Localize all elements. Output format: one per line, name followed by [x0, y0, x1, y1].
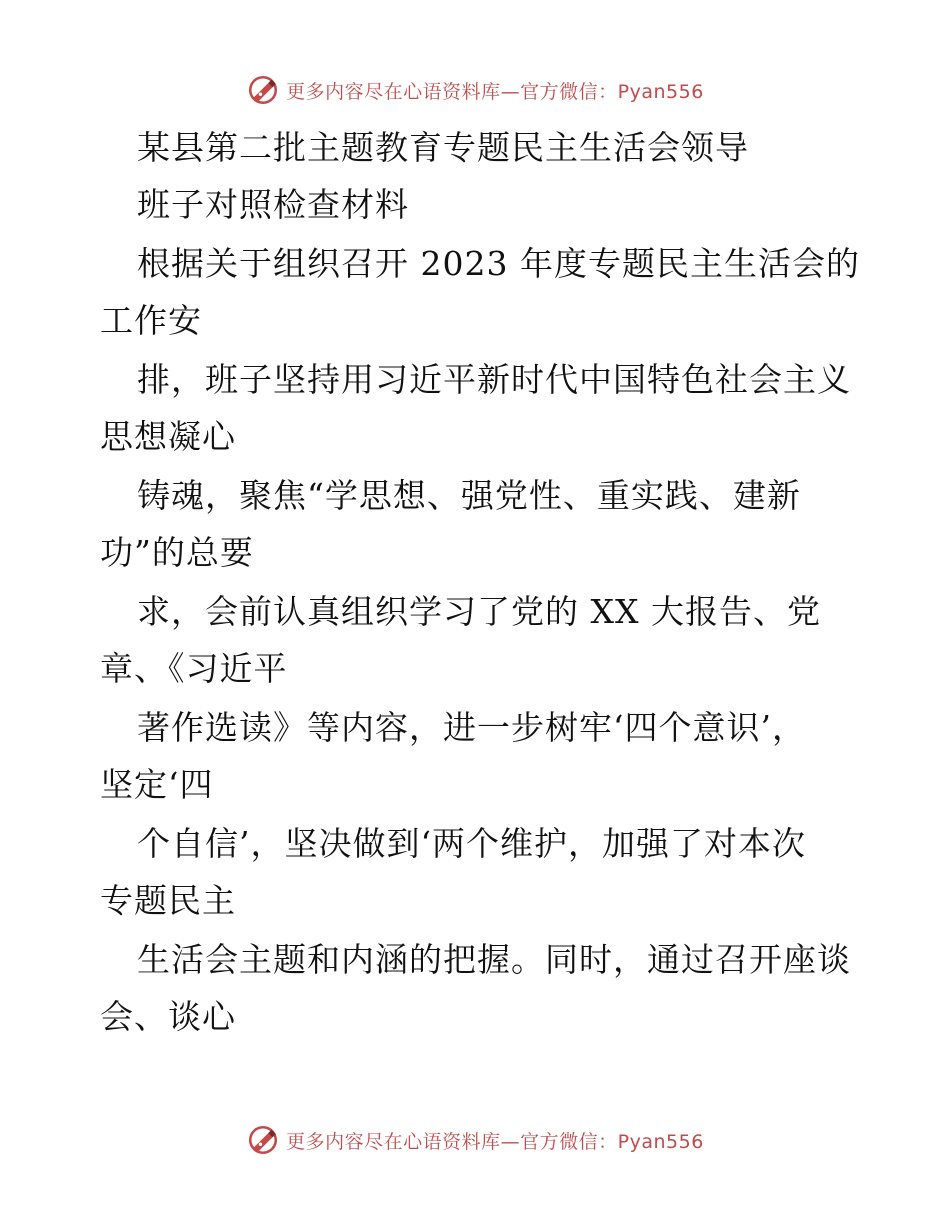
paragraph-line: 会、谈心 [100, 997, 236, 1036]
document-title-line-2: 班子对照检查材料 [137, 185, 409, 224]
paragraph-line: 著作选读》等内容，进一步树牢‘四个意识’， [137, 708, 806, 747]
paragraph-line: 坚定‘四 [100, 765, 214, 804]
document-title-line-1: 某县第二批主题教育专题民主生活会领导 [137, 128, 749, 167]
footer-banner-text: 更多内容尽在心语资料库—官方微信：Pyan556 [286, 1130, 704, 1153]
paragraph-line: 工作安 [100, 301, 202, 340]
paragraph-line: 思想凝心 [100, 417, 236, 456]
paragraph-line: 专题民主 [100, 881, 236, 920]
paragraph-line: 根据关于组织召开 2023 年度专题民主生活会的 [137, 244, 860, 283]
pen-nib-logo-icon [246, 73, 280, 107]
header-banner-text: 更多内容尽在心语资料库—官方微信：Pyan556 [286, 80, 704, 103]
paragraph-line: 功”的总要 [100, 533, 254, 572]
pen-nib-logo-icon [246, 1123, 280, 1157]
paragraph-line: 个自信’，坚决做到‘两个维护，加强了对本次 [137, 824, 806, 863]
paragraph-line: 求，会前认真组织学习了党的 XX 大报告、党 [137, 592, 821, 631]
paragraph-line: 排，班子坚持用习近平新时代中国特色社会主义 [137, 360, 851, 399]
header-banner [0, 70, 950, 110]
paragraph-line: 章、《习近平 [100, 649, 288, 688]
paragraph-line: 生活会主题和内涵的把握。同时，通过召开座谈 [137, 940, 851, 979]
footer-banner [0, 1120, 950, 1160]
paragraph-line: 铸魂，聚焦“学思想、强党性、重实践、建新 [137, 476, 801, 515]
